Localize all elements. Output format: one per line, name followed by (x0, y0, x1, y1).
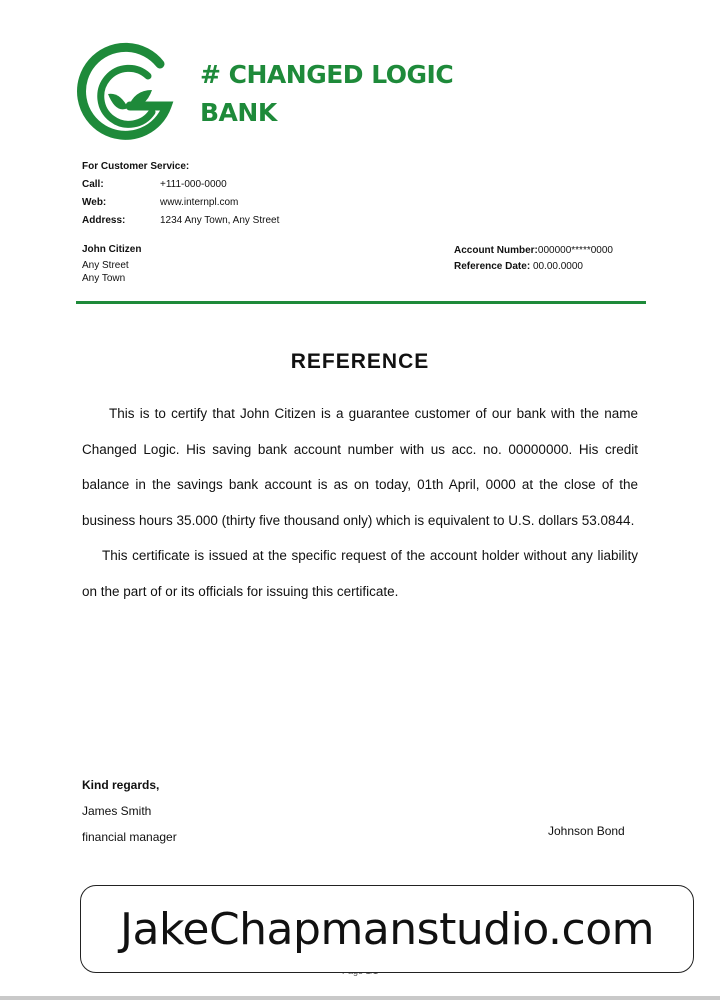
web-label: Web: (82, 197, 107, 208)
bank-name-line1: # CHANGED LOGIC (200, 60, 454, 89)
signer-title: financial manager (82, 830, 177, 844)
signoff-block (82, 772, 177, 850)
account-block (454, 243, 613, 275)
document-title: REFERENCE (290, 350, 430, 373)
document-body (82, 396, 638, 609)
addressee-line2: Any Town (82, 273, 126, 284)
cosigner-name: Johnson Bond (548, 824, 625, 838)
address-label: Address: (82, 215, 126, 226)
addressee-block (82, 243, 141, 285)
addressee-line1: Any Street (82, 260, 129, 271)
address-value: 1234 Any Town, Any Street (160, 215, 280, 226)
body-paragraph-1: This is to certify that John Citizen is a guarantee customer of our bank with the name Changed Logic. His saving bank account number with us acc. no. 00000000. His credit balance in the savings bank account is as on today, 01th April, 0000 at the close of the business hours 35.000 (thirty five thousand only) which is equivalent to U.S. dollars 53.0844. (82, 406, 638, 528)
bank-logo-icon (68, 34, 186, 152)
header-divider (76, 301, 646, 304)
call-label: Call: (82, 179, 104, 190)
web-value: www.internpl.com (160, 197, 239, 208)
customer-service-block (82, 158, 279, 230)
bank-name (200, 56, 453, 132)
reference-date-label: Reference Date: (454, 261, 531, 272)
account-number-value: 000000*****0000 (537, 245, 613, 256)
call-value: +111-000-0000 (160, 179, 227, 190)
reference-date-value: 00.00.0000 (532, 261, 583, 272)
closing-text: Kind regards, (82, 778, 160, 792)
bank-name-line2: BANK (200, 98, 277, 127)
account-number-label: Account Number: (454, 245, 538, 256)
customer-service-heading: For Customer Service: (82, 161, 190, 172)
addressee-name: John Citizen (82, 244, 142, 255)
body-paragraph-2: This certificate is issued at the specific request of the account holder without any liability on the part of or its officials for issuing this certificate. (82, 548, 638, 599)
viewer-bottom-edge (0, 996, 720, 1000)
signer-name: James Smith (82, 804, 152, 818)
watermark-banner: JakeChapmanstudio.com (80, 885, 694, 973)
